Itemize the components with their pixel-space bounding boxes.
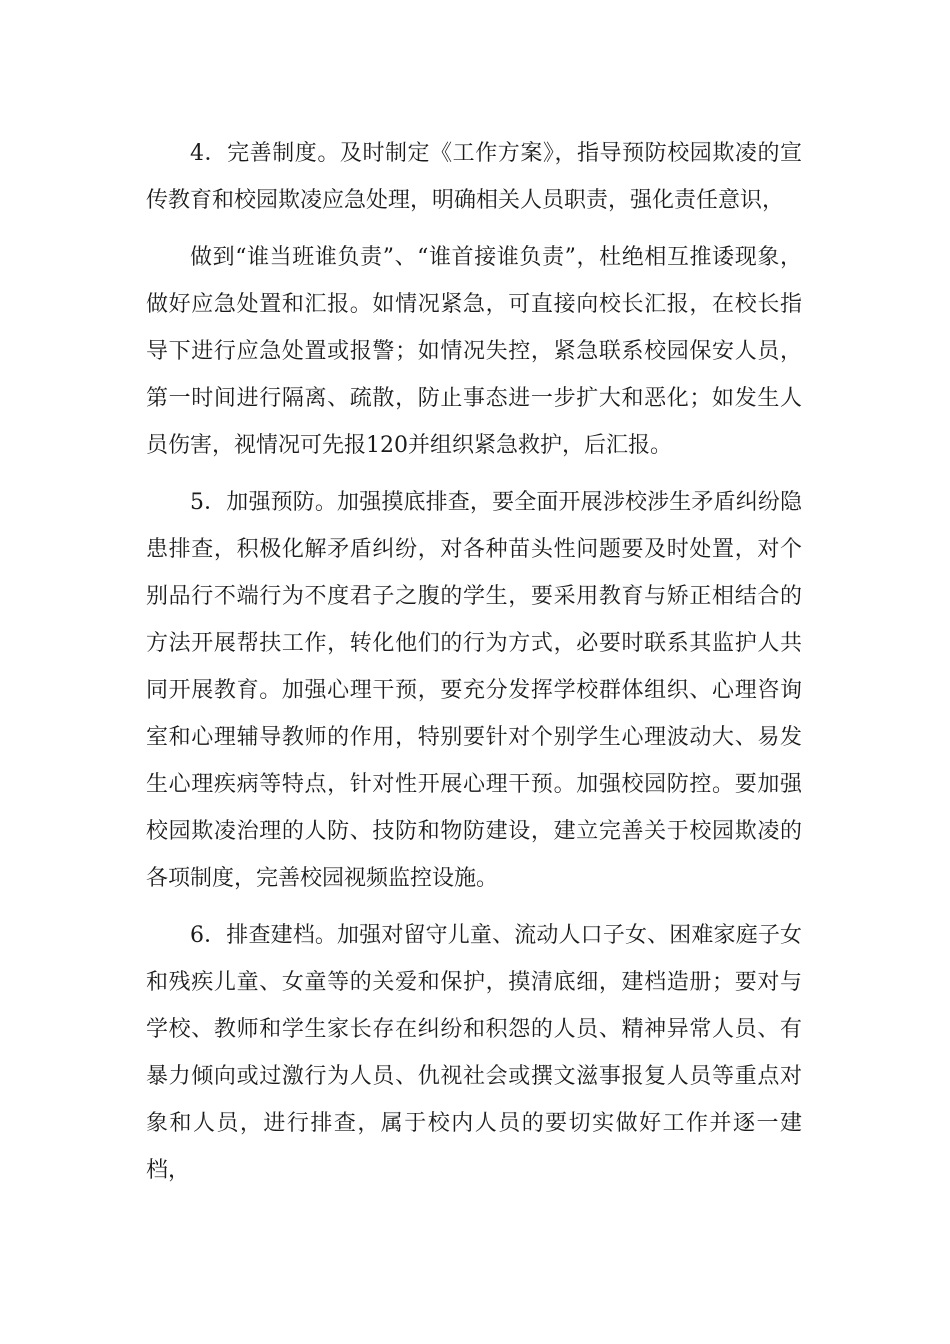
paragraph-item-5: 5．加强预防。加强摸底排查，要全面开展涉校涉生矛盾纠纷隐患排查，积极化解矛盾纠纷，对各种苗头性问题要及时处置，对个别品行不端行为不度君子之腹的学生，要采用教育与矫正相结合的方法开展帮扶工作，转化他们的行为方式，必要时联系其监护人共同开展教育。加强心理干预，要充分发挥学校群体组织、心理咨询室和心理辅导教师的作用，特别要针对个别学生心理波动大、易发生心理疾病等特点，针对性开展心理干预。加强校园防控。要加强校园欺凌治理的人防、技防和物防建设，建立完善关于校园欺凌的各项制度，完善校园视频监控设施。 xyxy=(146,490,802,891)
paragraph-item-4: 4．完善制度。及时制定《工作方案》，指导预防校园欺凌的宣传教育和校园欺凌应急处理，明确相关人员职责，强化责任意识， xyxy=(146,141,802,213)
paragraph-item-6: 6．排查建档。加强对留守儿童、流动人口子女、困难家庭子女和残疾儿童、女童等的关爱和保护，摸清底细，建档造册；要对与学校、教师和学生家长存在纠纷和积怨的人员、精神异常人员、有暴力倾向或过激行为人员、仇视社会或撰文滋事报复人员等重点对象和人员，进行排查，属于校内人员的要切实做好工作并逐一建档， xyxy=(146,923,802,1183)
paragraph-response-procedure: 做到“谁当班谁负责”、“谁首接谁负责”，杜绝相互推诿现象，做好应急处置和汇报。如情况紧急，可直接向校长汇报，在校长指导下进行应急处置或报警；如情况失控，紧急联系校园保安人员，第一时间进行隔离、疏散，防止事态进一步扩大和恶化；如发生人员伤害，视情况可先报120并组织紧急救护，后汇报。 xyxy=(146,245,802,458)
